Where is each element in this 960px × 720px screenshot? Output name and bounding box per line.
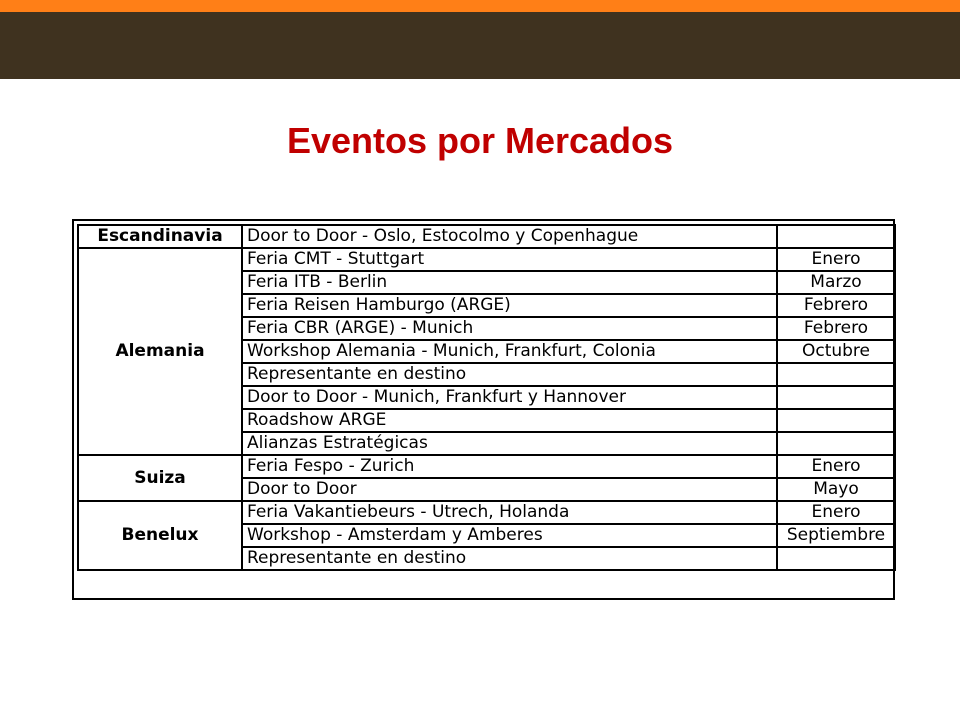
event-cell: Workshop Alemania - Munich, Frankfurt, Colonia (242, 340, 777, 363)
table-row (78, 225, 895, 248)
month-cell (777, 225, 895, 248)
month-cell (777, 547, 895, 570)
event-cell: Feria ITB - Berlin (242, 271, 777, 294)
market-cell-suiza: Suiza (78, 455, 242, 501)
top-accent-bar (0, 0, 960, 12)
event-cell: Feria CMT - Stuttgart (242, 248, 777, 271)
event-cell: Representante en destino (242, 547, 777, 570)
event-cell: Workshop - Amsterdam y Amberes (242, 524, 777, 547)
table-row (78, 501, 895, 524)
month-cell (777, 363, 895, 386)
month-cell: Enero (777, 501, 895, 524)
month-cell: Octubre (777, 340, 895, 363)
table-row (78, 248, 895, 271)
event-cell: Door to Door (242, 478, 777, 501)
events-table-frame (72, 219, 895, 600)
event-cell: Representante en destino (242, 363, 777, 386)
event-cell: Feria Reisen Hamburgo (ARGE) (242, 294, 777, 317)
event-cell: Door to Door - Munich, Frankfurt y Hannover (242, 386, 777, 409)
event-cell: Alianzas Estratégicas (242, 432, 777, 455)
header-band (0, 12, 960, 79)
month-cell: Enero (777, 455, 895, 478)
month-cell: Febrero (777, 317, 895, 340)
event-cell: Feria Vakantiebeurs - Utrech, Holanda (242, 501, 777, 524)
market-cell-benelux: Benelux (78, 501, 242, 570)
table-row (78, 455, 895, 478)
market-cell-alemania: Alemania (78, 248, 242, 455)
month-cell: Mayo (777, 478, 895, 501)
page-title: Eventos por Mercados (286, 120, 674, 161)
event-cell: Door to Door - Oslo, Estocolmo y Copenhague (242, 225, 777, 248)
events-table (77, 224, 896, 571)
market-cell-escandinavia: Escandinavia (78, 225, 242, 248)
event-cell: Feria CBR (ARGE) - Munich (242, 317, 777, 340)
month-cell: Septiembre (777, 524, 895, 547)
month-cell: Enero (777, 248, 895, 271)
event-cell: Feria Fespo - Zurich (242, 455, 777, 478)
month-cell (777, 409, 895, 432)
event-cell: Roadshow ARGE (242, 409, 777, 432)
month-cell: Marzo (777, 271, 895, 294)
month-cell (777, 432, 895, 455)
month-cell (777, 386, 895, 409)
month-cell: Febrero (777, 294, 895, 317)
